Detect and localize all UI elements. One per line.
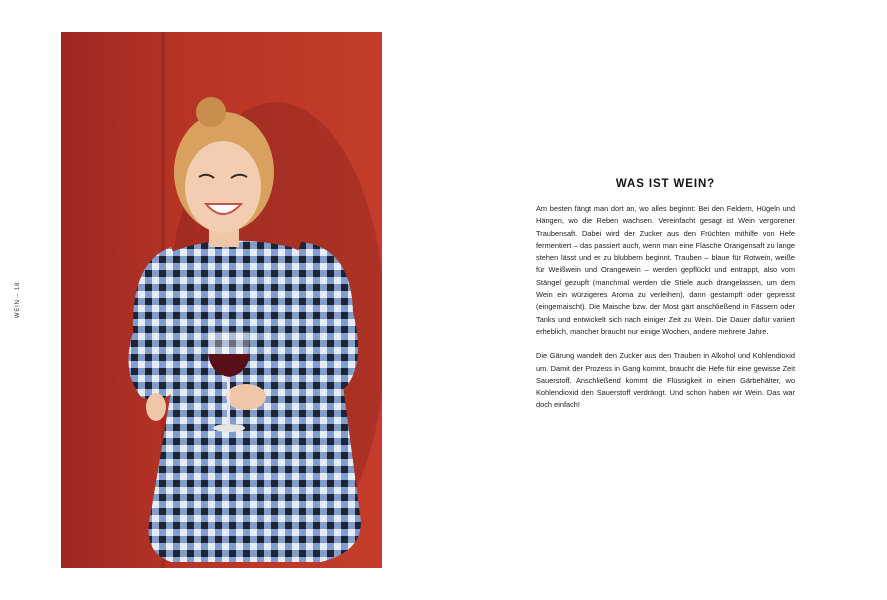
page-folio: WEIN – 18 [15,281,21,319]
left-hand [146,393,166,421]
face [185,141,261,233]
hand [226,384,266,410]
article [536,178,795,424]
article-paragraph-1: Am besten fängt man dort an, wo alles beginnt: Bei den Feldern, Hügeln und Hängen, wo die Reben wachsen. Vereinfacht gesagt ist Wein vergorener Traubensaft. Dabei wird der Zucker aus den Früchten mithilfe von Hefe fermentiert – das passiert auch, wenn man eine Flasche Orangensaft zu lange stehen lässt und er zu blubbern beginnt. Trauben – blaue für Rotwein, weiße für Weißwein und Orangewein – werden gepflückt und entrappt, also vom Stängel gezupft (manchmal werden die Stiele auch drangelassen, um dem Wein ein würzigeres Aroma zu verleihen), dann gestampft oder gepresst (eingemaischt). Die Maische bzw. der Most gärt anschließend in Fässern oder Tanks und entwickelt sich nach einiger Zeit zu Wein. Die Dauer dafür variiert erheblich, mancher braucht nur einige Wochen, andere mehrere Jahre. [536,204,795,336]
hair-bun [196,97,226,127]
article-title: WAS IST WEIN? [615,178,716,190]
article-paragraph-2: Die Gärung wandelt den Zucker aus den Trauben in Alkohol und Kohlendioxid um. Damit der Prozess in Gang kommt, braucht die Hefe für eine gewisse Zeit Sauerstoff. Anschließend kommt die Flüssigkeit in einen Gärbehälter, wo Kohlendioxid den Sauerstoff verdrängt. Und schon haben wir Wein. Das war doch einfach! [536,351,795,410]
photo-illustration [61,32,382,568]
portrait-photo [61,32,382,568]
